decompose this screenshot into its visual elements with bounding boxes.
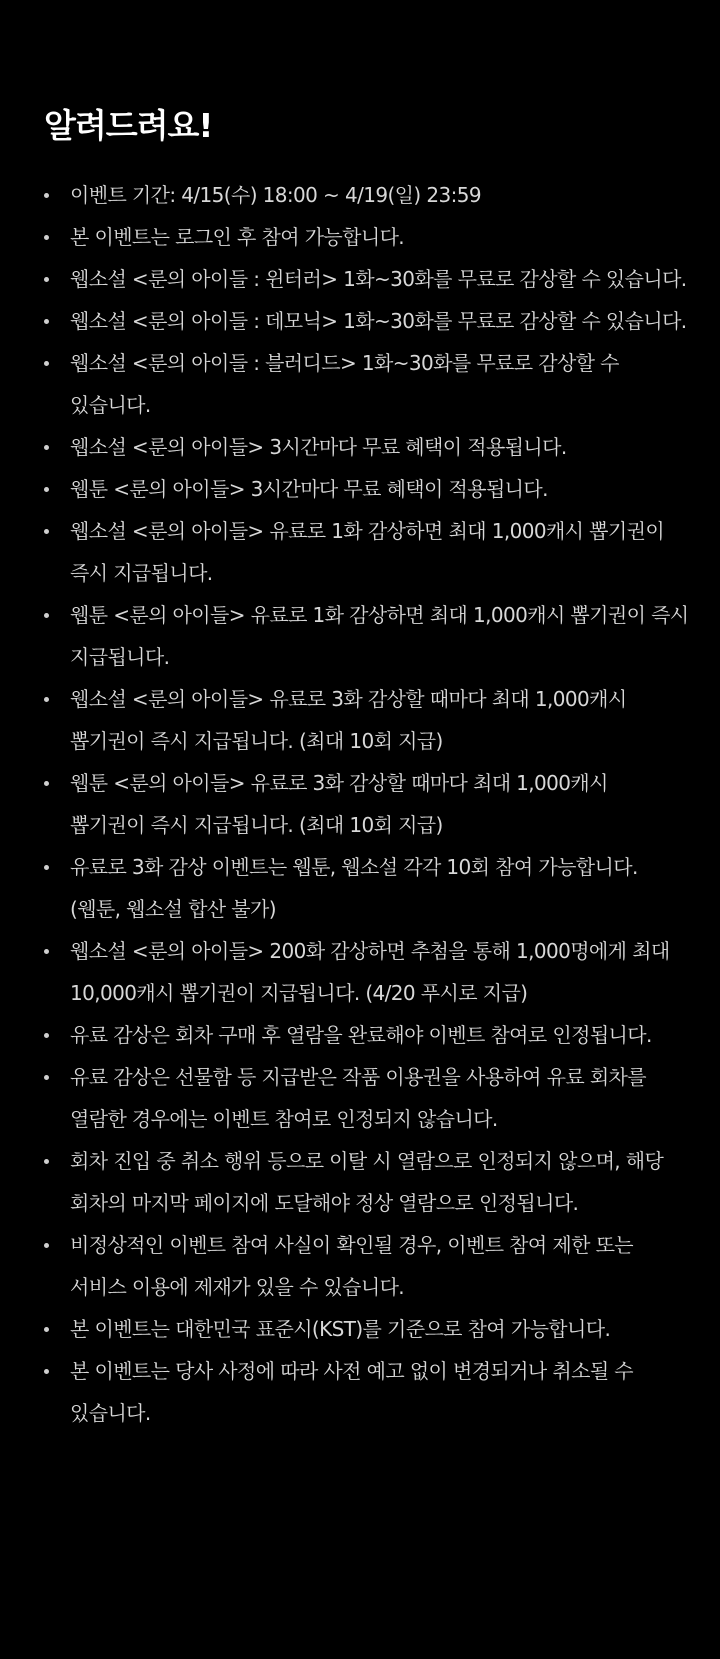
notice-item [44,468,684,510]
bullet-dot-icon [44,487,49,492]
bullet-dot-icon [44,235,49,240]
bullet-dot-icon [44,1243,49,1248]
notice-item-text: 있습니다. [70,1401,151,1425]
notice-item [44,1014,684,1056]
notice-item [44,216,684,258]
notice-title: 알려드려요! [44,106,213,145]
notice-item [44,300,687,342]
notice-item [44,930,684,1014]
notice-item-text: (웹툰, 웹소설 합산 불가) [70,897,276,921]
notice-item [44,1350,684,1434]
notice-item-text: 웹소설 <룬의 아이들> 200화 감상하면 추첨을 통해 1,000명에게 최대 [70,939,670,963]
notice-item-text: 유료 감상은 선물함 등 지급받은 작품 이용권을 사용하여 유료 회차를 [70,1065,646,1089]
notice-item [44,594,689,678]
notice-item-text: 본 이벤트는 당사 사정에 따라 사전 예고 없이 변경되거나 취소될 수 [70,1359,634,1383]
notice-item-text: 뽑기권이 즉시 지급됩니다. (최대 10회 지급) [70,813,443,837]
notice-item-text: 회차의 마지막 페이지에 도달해야 정상 열람으로 인정됩니다. [70,1191,579,1215]
notice-item [44,678,684,762]
notice-item-text: 있습니다. [70,393,151,417]
notice-item-text: 웹소설 <룬의 아이들 : 데모닉> 1화~30화를 무료로 감상할 수 있습니다. [70,309,687,333]
bullet-dot-icon [44,529,49,534]
notice-item-text: 웹소설 <룬의 아이들 : 블러디드> 1화~30화를 무료로 감상할 수 [70,351,619,375]
notice-item-text: 지급됩니다. [70,645,170,669]
notice-item-text: 뽑기권이 즉시 지급됩니다. (최대 10회 지급) [70,729,443,753]
notice-list [44,174,720,1434]
notice-item-text: 서비스 이용에 제재가 있을 수 있습니다. [70,1275,405,1299]
notice-item [44,1308,684,1350]
notice-item [44,1140,684,1224]
bullet-dot-icon [44,613,49,618]
notice-item-text: 웹툰 <룬의 아이들> 유료로 3화 감상할 때마다 최대 1,000캐시 [70,771,608,795]
notice-item-text: 웹소설 <룬의 아이들> 3시간마다 무료 혜택이 적용됩니다. [70,435,567,459]
bullet-dot-icon [44,445,49,450]
notice-item-text: 비정상적인 이벤트 참여 사실이 확인될 경우, 이벤트 참여 제한 또는 [70,1233,634,1257]
notice-item [44,258,687,300]
notice-item-text: 회차 진입 중 취소 행위 등으로 이탈 시 열람으로 인정되지 않으며, 해당 [70,1149,664,1173]
notice-item [44,1056,684,1140]
notice-item-text: 본 이벤트는 로그인 후 참여 가능합니다. [70,225,405,249]
notice-item-text: 10,000캐시 뽑기권이 지급됩니다. (4/20 푸시로 지급) [70,981,528,1005]
notice-item [44,1224,684,1308]
notice-item-text: 웹소설 <룬의 아이들 : 윈터러> 1화~30화를 무료로 감상할 수 있습니다. [70,267,687,291]
notice-item [44,174,684,216]
notice-item [44,762,684,846]
bullet-dot-icon [44,697,49,702]
bullet-dot-icon [44,781,49,786]
bullet-dot-icon [44,361,49,366]
bullet-dot-icon [44,277,49,282]
notice-item-text: 웹소설 <룬의 아이들> 유료로 1화 감상하면 최대 1,000캐시 뽑기권이 [70,519,665,543]
notice-item-text: 웹툰 <룬의 아이들> 유료로 1화 감상하면 최대 1,000캐시 뽑기권이 즉시 [70,603,689,627]
bullet-dot-icon [44,1369,49,1374]
notice-item-text: 웹툰 <룬의 아이들> 3시간마다 무료 혜택이 적용됩니다. [70,477,548,501]
notice-item [44,426,684,468]
notice-item [44,510,684,594]
bullet-dot-icon [44,1327,49,1332]
notice-item-text: 본 이벤트는 대한민국 표준시(KST)를 기준으로 참여 가능합니다. [70,1317,611,1341]
bullet-dot-icon [44,949,49,954]
notice-item-text: 웹소설 <룬의 아이들> 유료로 3화 감상할 때마다 최대 1,000캐시 [70,687,627,711]
bullet-dot-icon [44,193,49,198]
notice-item-text: 유료로 3화 감상 이벤트는 웹툰, 웹소설 각각 10회 참여 가능합니다. [70,855,638,879]
bullet-dot-icon [44,1033,49,1038]
notice-item-text: 즉시 지급됩니다. [70,561,213,585]
bullet-dot-icon [44,1075,49,1080]
notice-item [44,342,684,426]
notice-item-text: 유료 감상은 회차 구매 후 열람을 완료해야 이벤트 참여로 인정됩니다. [70,1023,652,1047]
bullet-dot-icon [44,319,49,324]
notice-item [44,846,684,930]
notice-item-text: 열람한 경우에는 이벤트 참여로 인정되지 않습니다. [70,1107,498,1131]
bullet-dot-icon [44,1159,49,1164]
notice-item-text: 이벤트 기간: 4/15(수) 18:00 ~ 4/19(일) 23:59 [70,183,481,207]
bullet-dot-icon [44,865,49,870]
